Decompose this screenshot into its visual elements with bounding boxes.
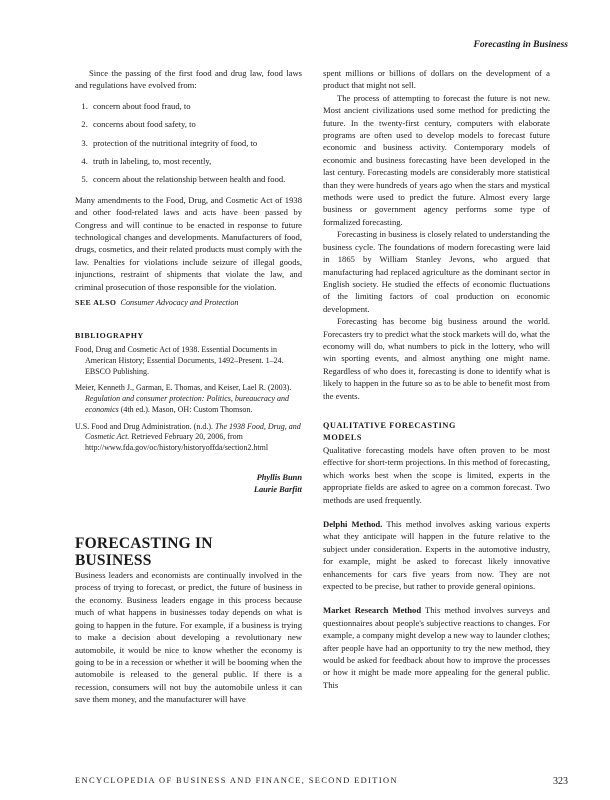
qualitative-paragraph: Qualitative forecasting models have often proven to be most effective for short-term projections. In this method of forecasting, which works best when the scope is limited, experts in the appropriate fields are asked to agree on a common forecast. Two methods are used frequently. <box>323 444 550 505</box>
list-item: 4. truth in labeling, to, most recently, <box>90 155 302 167</box>
page-number: 323 <box>553 776 568 787</box>
running-header: Forecasting in Business <box>473 40 568 50</box>
history-paragraph: The process of attempting to forecast the future is not new. Most ancient civilizations used some method for predicting the future. In the twenty-first century, computers with elaborate programs are often used to develop models to forecast future economic and business activity. Contemporary models of economic and business forecasting have been developed in the last century. Forecasting models are considerably more statistical than they were hundreds of years ago when the stars and mystical methods were used to predict the future. Almost every large business or government agency performs some type of formalized forecasting. <box>323 92 550 227</box>
page-footer <box>75 776 568 787</box>
section-heading-line: MODELS <box>323 432 363 442</box>
bib-title: Regulation and consumer protection: Politics, bureaucracy and economics <box>85 394 290 414</box>
run-in-heading: Delphi Method. <box>323 519 383 529</box>
paragraph-text: This method involves surveys and questionnaires about people's subjective reactions to changes. For example, a company might develop a new way to launder clothes; after people have had an opportunity to try the new method, they would be asked for feedback about how to improve the processes or how it might be made more appealing for the general public. This <box>323 605 550 690</box>
list-item: 5. concern about the relationship between health and food. <box>90 173 302 185</box>
author-signature <box>75 472 302 495</box>
delphi-paragraph <box>323 518 550 592</box>
continuation-paragraph: spent millions or billions of dollars on the development of a product that might not sell. <box>323 68 550 91</box>
amendments-paragraph: Many amendments to the Food, Drug, and Cosmetic Act of 1938 and other food-related laws and acts have been passed by Congress and will continue to be enacted in response to future technological changes and developments. Manufacturers of food, drugs, cosmetics, and their related products must comply with the law. Penalties for violations include seizure of illegal goods, injunctions, restraint of shipments that violate the law, and criminal prosecution of those responsible for the violation. <box>75 194 302 292</box>
author-name: Laurie Barfitt <box>253 484 302 494</box>
market-research-paragraph <box>323 604 550 691</box>
see-also-link[interactable]: Consumer Advocacy and Protection <box>120 298 239 308</box>
business-cycle-paragraph: Forecasting in business is closely related to understanding the business cycle. The foundations of modern forecasting were laid in 1865 by William Stanley Jevons, who argued that manufacturing had replaced agriculture as the dominant sector in English society. He studied the effects of economic fluctuations of the limiting factors of coal production on economic development. <box>323 229 550 314</box>
author-name: Phyllis Bunn <box>256 473 302 483</box>
list-item: 1. concern about food fraud, to <box>90 100 302 112</box>
bib-text: Meier, Kenneth J., Garman, E. Thomas, and Keiser, Lael R. (2003). <box>75 383 292 393</box>
entry-title <box>75 535 302 569</box>
list-item: 3. protection of the nutritional integrity of food, to <box>90 137 302 149</box>
see-also-label: SEE ALSO <box>75 298 117 308</box>
entry-title-line: FORECASTING IN <box>75 535 213 553</box>
bib-text: (4th ed.). Mason, OH: Custom Thomson. <box>118 404 253 414</box>
bibliography-entry <box>75 422 302 454</box>
bibliography-title: BIBLIOGRAPHY <box>75 330 144 340</box>
evolution-list <box>75 100 302 186</box>
bibliography-entry: Food, Drug and Cosmetic Act of 1938. Essential Documents in American History; Essential Documents, 1492–Present. 1–24. EBSCO Publishing. <box>75 344 284 376</box>
book-title: ENCYCLOPEDIA OF BUSINESS AND FINANCE, SECOND EDITION <box>75 776 398 785</box>
section-heading-line: QUALITATIVE FORECASTING <box>323 420 456 430</box>
left-column <box>75 67 302 706</box>
bib-text: Retrieved February 20, 2006, from http://www.fda.gov/oc/history/historyoffda/section2.html <box>85 432 269 453</box>
big-business-paragraph: Forecasting has become big business around the world. Forecasters try to predict what the stock markets will do, what the economy will do, what numbers to pick in the lottery, who will win sporting events, and almost anything one might name. Regardless of who does it, forecasting is done to identify what is likely to happen in the future so as to be able to benefit most from the events. <box>323 316 550 401</box>
entry-intro-paragraph: Business leaders and economists are continually involved in the process of trying to forecast, or predict, the future of business in the economy. Business leaders engage in this process because much of what happens in businesses today depends on what is going to happen in the future. For example, if a business is trying to make a decision about developing a revolutionary new automobile, it would be nice to know whether the economy is going to be in a recession or whether it will be booming when the automobile is released to the general public. If there is a recession, consumers will not buy the automobile unless it can save them money, and the manufacturer will have <box>75 570 302 705</box>
bib-title: The 1938 Food, Drug, and Cosmetic Act. <box>85 421 301 442</box>
see-also <box>75 297 302 309</box>
list-item: 2. concerns about food safety, to <box>90 118 302 130</box>
section-heading <box>323 420 550 444</box>
paragraph-text: This method involves asking various experts what they anticipate will happen in the future relative to the subject under consideration. Experts in the automotive industry, for example, might be asked to forecast likely innovative enhancements for cars five years from now. They are not expected to be precise, but rather to provide general opinions. <box>323 519 550 592</box>
run-in-heading: Market Research Method <box>323 605 422 616</box>
bibliography-entry <box>75 383 302 415</box>
bib-text: U.S. Food and Drug Administration. (n.d.). <box>75 421 215 431</box>
entry-title-line: BUSINESS <box>75 552 152 570</box>
right-column <box>323 67 550 691</box>
intro-paragraph: Since the passing of the first food and drug law, food laws and regulations have evolved from: <box>75 68 302 91</box>
